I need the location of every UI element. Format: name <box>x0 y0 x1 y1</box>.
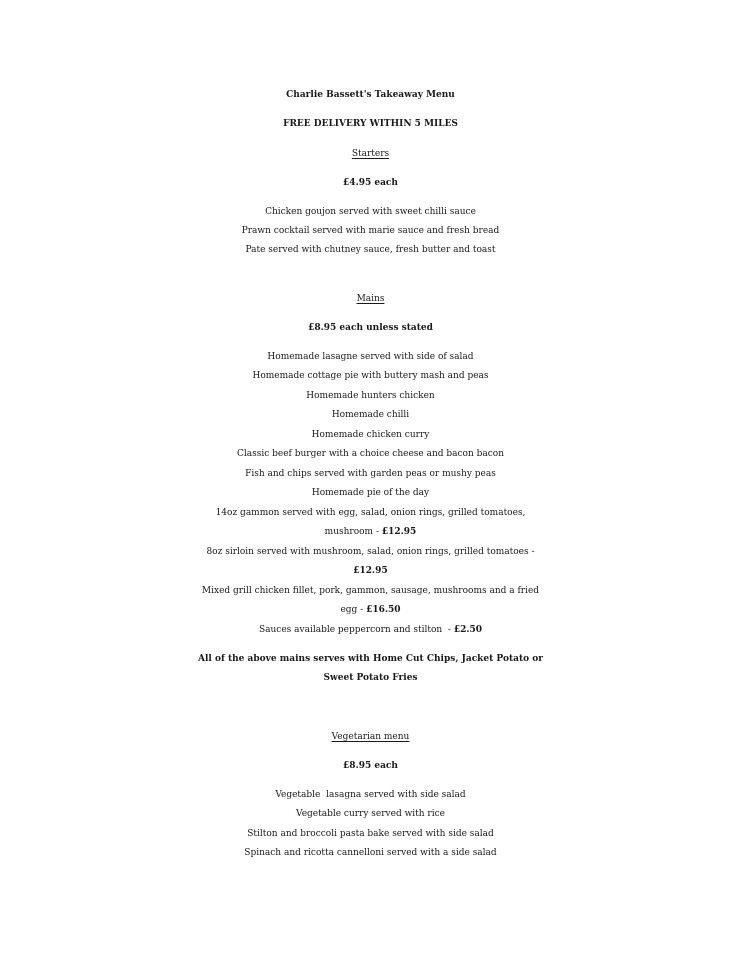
main-item: Homemade lasagne served with side of salad <box>267 352 474 362</box>
vegetarian-item: Spinach and ricotta cannelloni served with a side salad <box>244 848 497 858</box>
vegetarian-item: Vegetable curry served with rice <box>296 809 445 819</box>
main-item: Homemade chilli <box>331 410 410 420</box>
starter-item: Prawn cocktail served with marie sauce and fresh bread <box>241 226 500 236</box>
vegetarian-item: Stilton and broccoli pasta bake served with side salad <box>247 829 494 839</box>
vegetarian-heading: Vegetarian menu <box>331 732 410 742</box>
gammon-item-text: mushroom - <box>324 527 382 537</box>
vegetarian-item <box>0 786 741 806</box>
mixed-grill-item-continued <box>0 601 741 621</box>
main-item: Homemade chicken curry <box>311 430 430 440</box>
mixed-grill-price: £16.50 <box>366 605 401 615</box>
main-item: Homemade hunters chicken <box>306 391 435 401</box>
mixed-grill-text: egg - <box>340 605 367 615</box>
gammon-item-continued <box>0 523 741 543</box>
main-item: Homemade pie of the day <box>311 488 430 498</box>
sauces-price: £2.50 <box>453 625 482 635</box>
vegetarian-item-text: Vegetable lasagna served with side salad <box>275 790 466 800</box>
gammon-price: £12.95 <box>381 527 417 537</box>
mixed-grill-item: Mixed grill chicken fillet, pork, gammon, sausage, mushrooms and a fried <box>201 586 540 596</box>
sirloin-item: 8oz sirloin served with mushroom, salad, onion rings, grilled tomatoes - <box>206 547 535 557</box>
starter-item: Chicken goujon served with sweet chilli sauce <box>265 207 476 217</box>
mains-sides-note-continued: Sweet Potato Fries <box>323 673 418 683</box>
starters-heading: Starters <box>351 149 390 159</box>
vegetarian-price: £8.95 each <box>343 761 398 771</box>
main-item: Fish and chips served with garden peas or mushy peas <box>245 469 496 479</box>
main-item: Homemade cottage pie with buttery mash and peas <box>252 371 489 381</box>
main-item: Classic beef burger with a choice cheese and bacon bacon <box>236 449 504 459</box>
delivery-notice: FREE DELIVERY WITHIN 5 MILES <box>283 119 458 129</box>
menu-title: Charlie Bassett's Takeaway Menu <box>286 90 455 100</box>
mains-price: £8.95 each unless stated <box>308 323 433 333</box>
mains-heading: Mains <box>356 294 385 304</box>
starters-price: £4.95 each <box>343 178 398 188</box>
sauces-item <box>0 621 741 641</box>
gammon-item: 14oz gammon served with egg, salad, onion rings, grilled tomatoes, <box>215 508 526 518</box>
starter-item: Pate served with chutney sauce, fresh butter and toast <box>245 245 496 255</box>
sirloin-price: £12.95 <box>353 566 388 576</box>
mains-sides-note: All of the above mains serves with Home Cut Chips, Jacket Potato or <box>198 654 543 664</box>
sauces-text: Sauces available peppercorn and stilton - <box>258 625 454 635</box>
